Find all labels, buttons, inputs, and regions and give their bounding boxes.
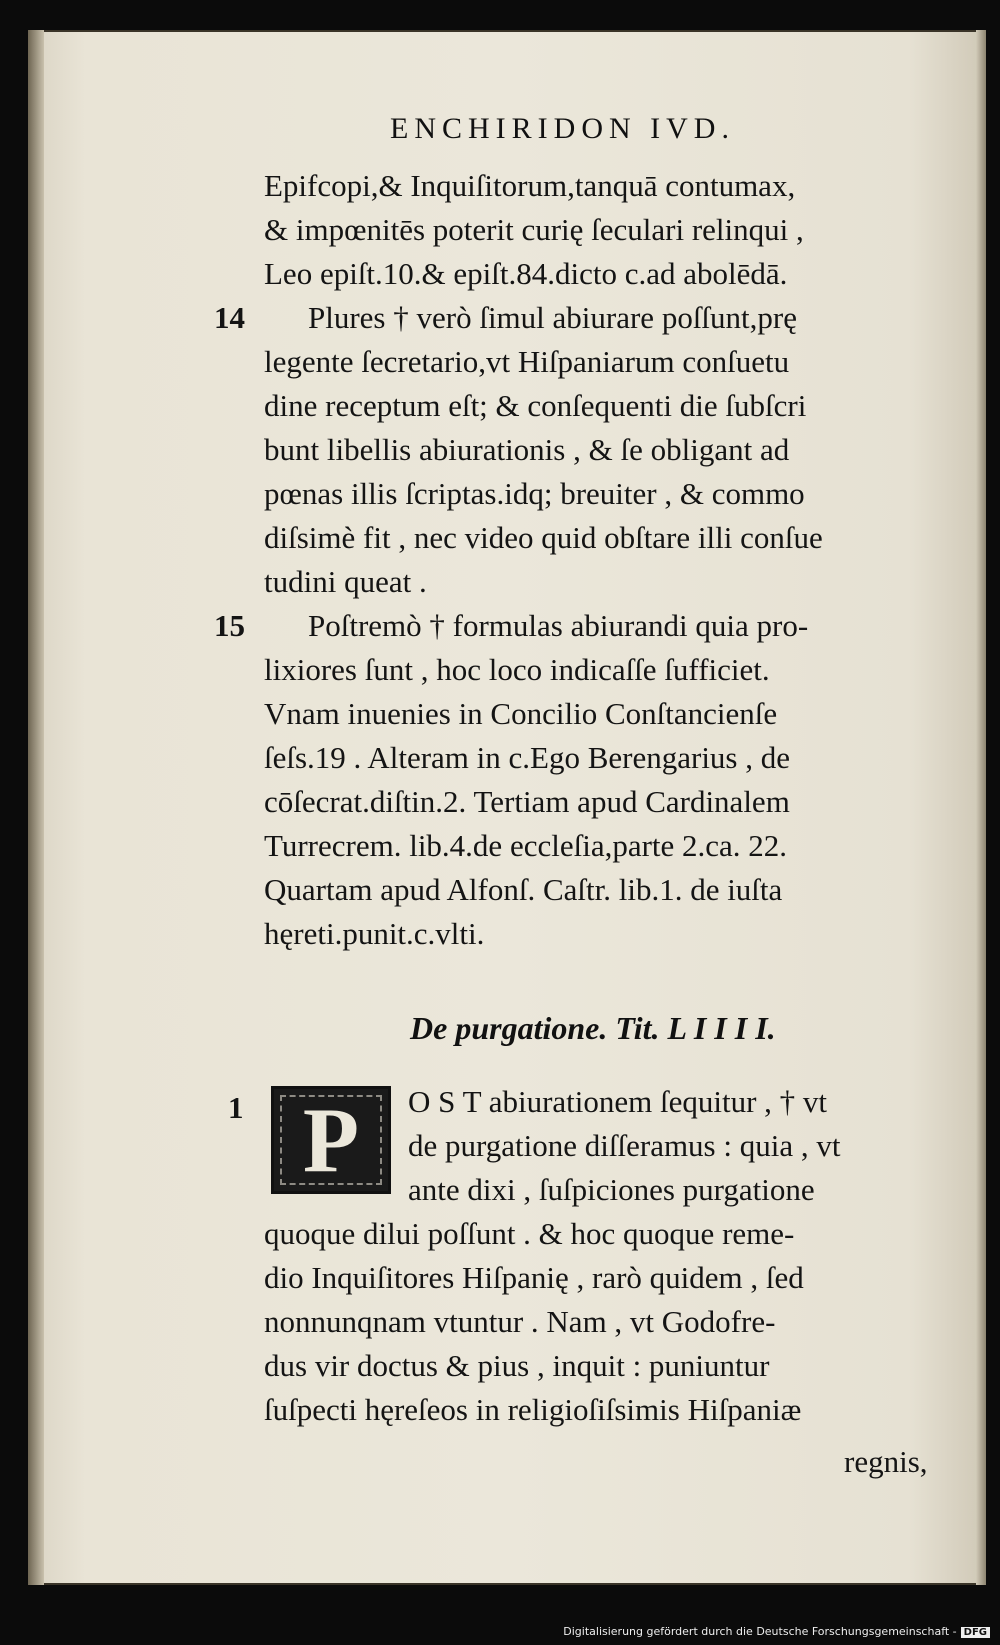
text-line: lixiores ſunt , hoc loco indicaſſe ſufficiet. bbox=[264, 652, 770, 687]
text-line: dio Inquiſitores Hiſpanię , rarò quidem , ſed bbox=[264, 1260, 804, 1295]
text-line: dine receptum eſt; & conſequenti die ſubſcri bbox=[264, 388, 807, 423]
catchword: regnis, bbox=[844, 1444, 928, 1479]
section-heading: De purgatione. Tit. L I I I I. bbox=[410, 1010, 776, 1046]
text-line: hęreti.punit.c.vlti. bbox=[264, 916, 485, 951]
text-line: ante dixi , ſuſpiciones purgatione bbox=[408, 1172, 815, 1207]
text-line: legente ſecretario,vt Hiſpaniarum conſuetu bbox=[264, 344, 790, 379]
decorated-initial bbox=[271, 1086, 391, 1194]
text-line: pœnas illis ſcriptas.idq; breuiter , & commo bbox=[264, 476, 805, 511]
text-line: quoque dilui poſſunt . & hoc quoque reme- bbox=[264, 1216, 795, 1251]
text-line: Leo epiſt.10.& epiſt.84.dicto c.ad abolēdā. bbox=[264, 256, 788, 291]
digitization-credit bbox=[563, 1625, 990, 1638]
credit-text: Digitalisierung gefördert durch die Deutsche Forschungsgemeinschaft - bbox=[563, 1625, 957, 1638]
text-line: nonnunqnam vtuntur . Nam , vt Godofre- bbox=[264, 1304, 776, 1339]
text-line: cōſecrat.diſtin.2. Tertiam apud Cardinalem bbox=[264, 784, 790, 819]
text-line: Vnam inuenies in Concilio Conſtancienſe bbox=[264, 696, 778, 731]
text-line: Turrecrem. lib.4.de eccleſia,parte 2.ca. 22. bbox=[264, 828, 788, 863]
text-line: & impœnitēs poterit curię ſeculari relinqui , bbox=[264, 212, 804, 247]
running-head: ENCHIRIDON IVD. bbox=[390, 112, 735, 145]
margin-number: 15 bbox=[214, 608, 245, 643]
text-line: ſeſs.19 . Alteram in c.Ego Berengarius , de bbox=[264, 740, 791, 775]
text-line: O S T abiurationem ſequitur , † vt bbox=[408, 1084, 828, 1119]
text-line: Quartam apud Alfonſ. Caſtr. lib.1. de iuſta bbox=[264, 872, 783, 907]
initial-letter: P bbox=[302, 1089, 360, 1191]
text-line: Plures † verò ſimul abiurare poſſunt,prę bbox=[308, 300, 797, 335]
book-page bbox=[28, 30, 986, 1585]
text-line: de purgatione diſſeramus : quia , vt bbox=[408, 1128, 841, 1163]
text-line: ſuſpecti hęreſeos in religioſiſsimis Hiſpaniæ bbox=[264, 1392, 802, 1427]
text-line: dus vir doctus & pius , inquit : puniuntur bbox=[264, 1348, 770, 1383]
text-line: diſsimè fit , nec video quid obſtare illi conſue bbox=[264, 520, 823, 555]
text-line: bunt libellis abiurationis , & ſe obligant ad bbox=[264, 432, 790, 467]
text-block bbox=[28, 30, 986, 1585]
text-line: Poſtremò † formulas abiurandi quia pro- bbox=[308, 608, 809, 643]
dfg-logo: DFG bbox=[961, 1627, 990, 1638]
margin-number: 1 bbox=[228, 1090, 244, 1125]
margin-number: 14 bbox=[214, 300, 245, 335]
text-line: tudini queat . bbox=[264, 564, 427, 599]
text-line: Epifcopi,& Inquiſitorum,tanquā contumax, bbox=[264, 168, 796, 203]
